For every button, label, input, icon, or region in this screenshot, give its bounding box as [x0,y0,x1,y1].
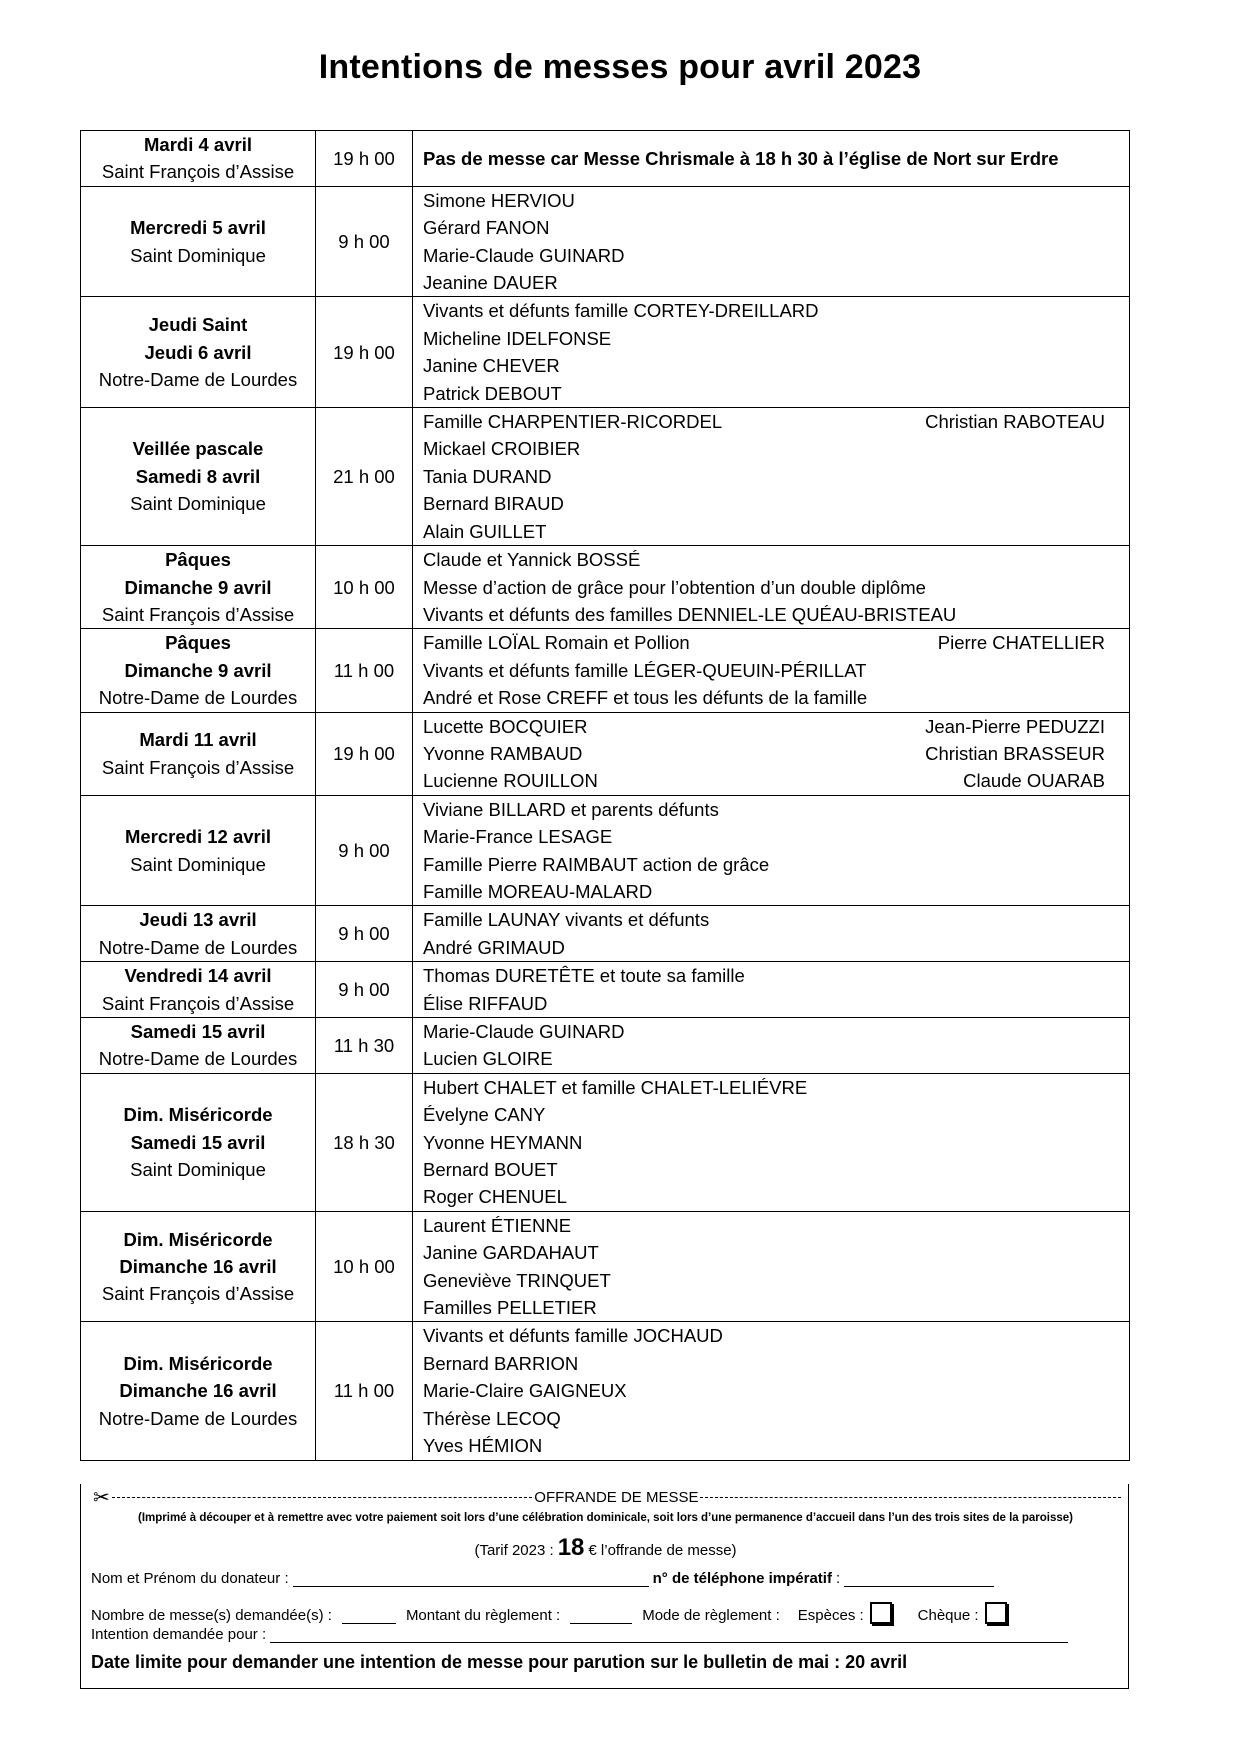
amount-field[interactable] [570,1609,632,1624]
check-label: Chèque : [917,1607,979,1624]
day-label: Dim. Miséricorde [123,1352,273,1374]
intention-text: Famille LAUNAY vivants et défunts [423,909,710,931]
intention-text: Lucienne ROUILLON [423,770,598,792]
intention-text: Yvonne RAMBAUD [423,742,583,764]
mode-label: Mode de règlement : [642,1607,780,1624]
intentions-cell [413,546,1130,629]
intention-label: Intention demandée pour : [91,1626,267,1643]
church-name: Saint François d’Assise [101,992,295,1014]
church-name: Saint François d’Assise [101,1283,295,1305]
intention-line [423,1018,1129,1045]
intentions-cell [413,297,1130,408]
tarif-amount: 18 [557,1534,585,1561]
time-cell: 11 h 30 [316,1018,413,1074]
offering-tarif [81,1534,1130,1562]
intention-line [423,546,1129,573]
intention-text: Viviane BILLARD et parents défunts [423,798,719,820]
time-cell: 11 h 00 [316,629,413,712]
intention-line [423,1183,1129,1210]
time-cell: 18 h 30 [316,1073,413,1211]
church-name: Saint Dominique [130,244,266,266]
intentions-cell [413,186,1130,297]
intention-text: Hubert CHALET et famille CHALET-LELIÉVRE [423,1076,808,1098]
intention-line [423,518,1129,545]
intention-text-right: Christian RABOTEAU [925,411,1105,433]
intention-line [423,1405,1129,1432]
day-label: Samedi 8 avril [135,465,261,487]
table-row [81,408,1130,546]
day-label: Jeudi 6 avril [144,341,252,363]
table-row [81,297,1130,408]
intentions-cell [413,906,1130,962]
count-label: Nombre de messe(s) demandée(s) : [91,1607,332,1624]
time-cell: 19 h 00 [316,712,413,795]
intention-text: Micheline IDELFONSE [423,327,612,349]
intention-line [423,962,1129,989]
intention-text: Yves HÉMION [423,1435,543,1457]
intention-text: Élise RIFFAUD [423,992,548,1014]
cash-checkbox[interactable] [870,1602,892,1624]
day-cell [81,297,316,408]
day-cell [81,1073,316,1211]
intention-text: Marie-Claude GUINARD [423,1021,625,1042]
intentions-cell [413,408,1130,546]
table-row [81,962,1130,1018]
table-row [81,546,1130,629]
church-name: Notre-Dame de Lourdes [98,368,298,390]
intention-line [423,242,1129,269]
day-label: Dim. Miséricorde [123,1228,273,1250]
tarif-suffix: € l’offrande de messe) [588,1542,737,1559]
church-name: Saint François d’Assise [101,603,295,625]
intention-line [423,145,1129,172]
intention-text: Mickael CROIBIER [423,438,581,460]
intention-text: Roger CHENUEL [423,1186,567,1208]
day-cell [81,629,316,712]
deadline-note: Date limite pour demander une intention de messe pour parution sur le bulletin de mai : 20 avril [91,1652,908,1672]
intention-text: Claude et Yannick BOSSÉ [423,549,641,571]
table-row [81,795,1130,906]
intention-line [423,990,1129,1017]
day-label: Samedi 15 avril [130,1021,266,1042]
intention-text: Bernard BIRAUD [423,493,564,515]
intention-line [423,325,1129,352]
intention-text: Messe d’action de grâce pour l’obtention d’un double diplôme [423,576,926,598]
church-name: Saint François d’Assise [101,161,295,183]
check-checkbox[interactable] [985,1602,1007,1624]
day-label: Mardi 11 avril [139,729,257,751]
intention-line [423,1101,1129,1128]
table-row [81,1322,1130,1460]
church-name: Saint Dominique [130,853,266,875]
intention-text: Vivants et défunts des familles DENNIEL-LE QUÉAU-BRISTEAU [423,603,957,625]
phone-colon: : [835,1570,841,1587]
cash-label: Espèces : [797,1607,864,1624]
intention-text: Thomas DURETÊTE et toute sa famille [423,965,745,987]
day-cell [81,1211,316,1322]
intention-line [423,1129,1129,1156]
time-cell: 21 h 00 [316,408,413,546]
intention-text: Yvonne HEYMANN [423,1131,583,1153]
table-row [81,906,1130,962]
intention-line [423,1074,1129,1101]
intention-text: Famille LOÏAL Romain et Pollion [423,632,690,654]
day-label: Pâques [165,632,231,654]
intention-field[interactable] [270,1628,1068,1643]
intention-line [423,767,1129,794]
intention-line [423,490,1129,517]
intention-line [423,435,1129,462]
intention-line [423,1045,1129,1072]
intention-text: Janine CHEVER [423,355,560,377]
intention-line [423,601,1129,628]
intention-line [423,352,1129,379]
time-cell: 10 h 00 [316,546,413,629]
intention-line [423,214,1129,241]
day-label: Dimanche 16 avril [119,1380,277,1402]
day-label: Vendredi 14 avril [124,965,272,987]
intention-text: Geneviève TRINQUET [423,1269,611,1291]
day-label: Samedi 15 avril [130,1131,266,1153]
church-name: Notre-Dame de Lourdes [98,687,298,709]
offering-form [80,1484,1129,1689]
cut-line [93,1486,1121,1508]
intention-text: Vivants et défunts famille JOCHAUD [423,1325,723,1347]
intention-line [423,906,1129,933]
time-cell: 19 h 00 [316,297,413,408]
count-field[interactable] [342,1609,396,1624]
intention-text: Patrick DEBOUT [423,382,562,404]
intention-text-right: Claude OUARAB [963,770,1105,792]
intention-line [423,463,1129,490]
time-cell: 9 h 00 [316,906,413,962]
intentions-cell [413,1211,1130,1322]
church-name: Saint Dominique [130,493,266,515]
phone-label: n° de téléphone impératif [652,1570,832,1587]
intentions-cell [413,629,1130,712]
day-cell [81,186,316,297]
intention-line [423,187,1129,214]
intention-line [423,657,1129,684]
details-row [91,1602,1007,1624]
intention-text-right: Christian BRASSEUR [925,742,1105,764]
day-cell [81,1018,316,1074]
intention-line [423,574,1129,601]
intention-text: Thérèse LECOQ [423,1407,561,1429]
intention-text: Jeanine DAUER [423,272,558,294]
intentions-cell [413,131,1130,187]
time-cell: 9 h 00 [316,795,413,906]
intention-text: Marie-Claude GUINARD [423,244,625,266]
intentions-cell [413,1073,1130,1211]
day-cell [81,962,316,1018]
intention-line [423,823,1129,850]
intentions-cell [413,1322,1130,1460]
intention-line [423,934,1129,961]
page-title: Intentions de messes pour avril 2023 [318,48,922,86]
intention-line [423,1156,1129,1183]
intention-text: Lucette BOCQUIER [423,715,588,737]
intention-text-right: Pierre CHATELLIER [937,632,1105,654]
day-label: Mardi 4 avril [144,134,252,155]
time-cell: 10 h 00 [316,1211,413,1322]
table-row [81,1073,1130,1211]
intention-text: André et Rose CREFF et tous les défunts de la famille [423,687,868,709]
offering-instructions: (Imprimé à découper et à remettre avec votre paiement soit lors d’une célébration dominicale, soit lors d’une permanence d’accueil dans l’un des trois sites de la paroisse) [138,1512,1073,1524]
intention-text: Gérard FANON [423,217,550,239]
intention-text: Familles PELLETIER [423,1297,597,1319]
day-label: Veillée pascale [132,438,264,460]
day-cell [81,795,316,906]
phone-field[interactable] [844,1572,994,1587]
intentions-cell [413,712,1130,795]
intention-text: André GRIMAUD [423,936,565,958]
intention-text: Vivants et défunts famille CORTEY-DREILLARD [423,300,819,322]
donor-field[interactable] [293,1572,649,1587]
intention-line [423,1294,1129,1321]
time-cell: 19 h 00 [316,131,413,187]
day-cell [81,408,316,546]
day-cell [81,546,316,629]
time-cell: 11 h 00 [316,1322,413,1460]
intention-text: Vivants et défunts famille LÉGER-QUEUIN-PÉRILLAT [423,659,867,681]
mass-schedule-body [81,131,1130,1461]
table-row [81,629,1130,712]
intention-line [423,1212,1129,1239]
intention-text: Bernard BARRION [423,1352,579,1374]
intention-line [423,684,1129,711]
tarif-prefix: (Tarif 2023 : [474,1542,554,1559]
intention-line [423,408,1129,435]
intention-line [423,1377,1129,1404]
day-cell [81,906,316,962]
intention-line [423,1432,1129,1459]
scissors-icon: ✂ [93,1486,110,1509]
intention-line [423,1267,1129,1294]
table-row [81,712,1130,795]
intention-text: Bernard BOUET [423,1159,558,1181]
church-name: Saint Dominique [130,1159,266,1181]
day-label: Jeudi 13 avril [139,909,257,931]
church-name: Notre-Dame de Lourdes [98,1048,298,1070]
table-row [81,186,1130,297]
amount-label: Montant du règlement : [405,1607,561,1624]
intention-text: Alain GUILLET [423,520,547,542]
intention-line [423,796,1129,823]
intentions-cell [413,962,1130,1018]
day-cell [81,1322,316,1460]
table-row [81,1018,1130,1074]
intention-text: Pas de messe car Messe Chrismale à 18 h 30 à l’église de Nort sur Erdre [423,147,1059,169]
dashed-line [112,1497,533,1498]
table-row [81,1211,1130,1322]
dashed-line [700,1497,1121,1498]
church-name: Notre-Dame de Lourdes [98,936,298,958]
intention-line [423,878,1129,905]
day-cell [81,712,316,795]
day-label: Mercredi 5 avril [130,217,266,239]
intention-text: Simone HERVIOU [423,189,575,211]
intention-line [423,380,1129,407]
intention-line [423,851,1129,878]
intention-line [423,297,1129,324]
intention-line [423,740,1129,767]
intention-text: Janine GARDAHAUT [423,1242,599,1264]
intention-line [423,1350,1129,1377]
day-label: Jeudi Saint [148,314,248,336]
intention-text: Marie-France LESAGE [423,826,613,848]
day-label: Pâques [165,549,231,571]
intention-text: Famille MOREAU-MALARD [423,880,653,902]
intention-line [423,1322,1129,1349]
intentions-cell [413,1018,1130,1074]
day-label: Dim. Miséricorde [123,1104,273,1126]
table-row [81,131,1130,187]
intentions-cell [413,795,1130,906]
intention-text: Évelyne CANY [423,1104,546,1126]
intention-line [423,269,1129,296]
donor-label: Nom et Prénom du donateur : [91,1570,289,1587]
intention-line [423,1239,1129,1266]
day-label: Dimanche 9 avril [124,576,272,598]
intention-line [423,629,1129,656]
intention-row [91,1626,1072,1643]
church-name: Saint François d’Assise [101,756,295,778]
day-label: Dimanche 16 avril [119,1255,277,1277]
day-label: Dimanche 9 avril [124,659,272,681]
intention-text: Tania DURAND [423,465,552,487]
offering-label: OFFRANDE DE MESSE [534,1488,699,1506]
intention-text: Laurent ÉTIENNE [423,1214,572,1236]
mass-schedule-table [80,130,1130,1461]
intention-line [423,713,1129,740]
day-cell [81,131,316,187]
intention-text-right: Jean-Pierre PEDUZZI [925,715,1105,737]
time-cell: 9 h 00 [316,962,413,1018]
intention-text: Marie-Claire GAIGNEUX [423,1380,627,1402]
time-cell: 9 h 00 [316,186,413,297]
church-name: Notre-Dame de Lourdes [98,1407,298,1429]
intention-text: Lucien GLOIRE [423,1048,553,1070]
donor-row [91,1570,998,1587]
day-label: Mercredi 12 avril [124,826,272,848]
intention-text: Famille Pierre RAIMBAUT action de grâce [423,853,770,875]
intention-text: Famille CHARPENTIER-RICORDEL [423,411,723,433]
